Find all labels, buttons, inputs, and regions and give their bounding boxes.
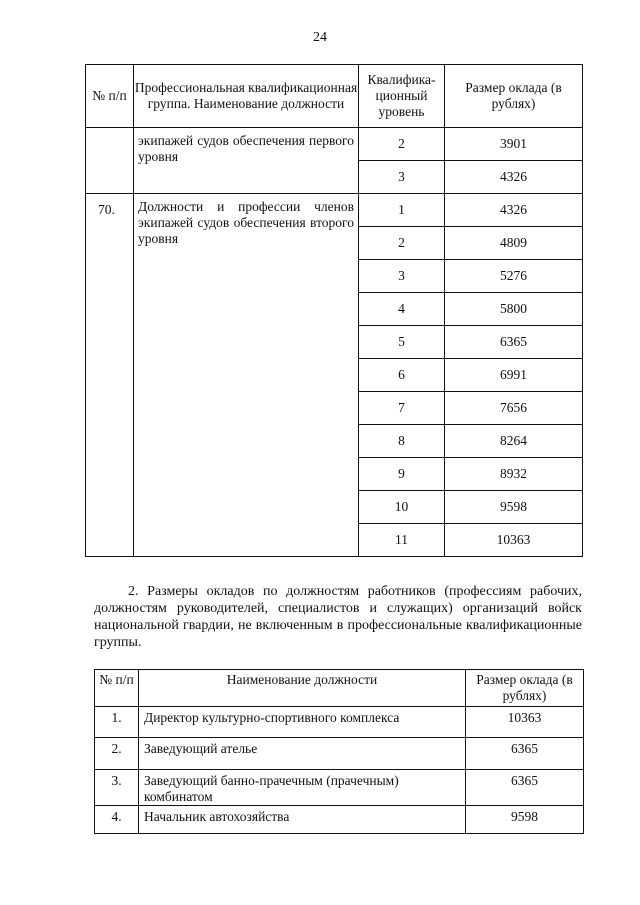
cell-salary: 6365 — [466, 770, 584, 806]
cell-level: 2 — [359, 227, 445, 260]
table-row — [95, 738, 584, 770]
table1-header-row — [86, 65, 583, 128]
cell-salary: 9598 — [466, 806, 584, 834]
header-num: № п/п — [86, 65, 134, 128]
cell-salary: 6365 — [445, 326, 583, 359]
cell-position: Начальник автохозяйства — [139, 806, 466, 834]
cell-num: 70. — [86, 194, 134, 557]
cell-group-name: Должности и профессии членов экипажей судов обеспечения второго уровня — [134, 194, 359, 557]
header-position: Наименование должности — [139, 670, 466, 707]
cell-salary: 7656 — [445, 392, 583, 425]
cell-level: 9 — [359, 458, 445, 491]
cell-level: 5 — [359, 326, 445, 359]
cell-salary: 6365 — [466, 738, 584, 770]
table-row — [95, 806, 584, 834]
cell-salary: 9598 — [445, 491, 583, 524]
cell-salary: 6991 — [445, 359, 583, 392]
salary-table-qualification-groups — [85, 64, 583, 557]
cell-salary: 4326 — [445, 161, 583, 194]
cell-salary: 8264 — [445, 425, 583, 458]
cell-salary: 4326 — [445, 194, 583, 227]
cell-salary: 10363 — [445, 524, 583, 557]
cell-salary: 4809 — [445, 227, 583, 260]
table-row — [86, 194, 583, 227]
paragraph-section-2 — [94, 583, 582, 651]
cell-level: 3 — [359, 260, 445, 293]
header-salary: Размер оклада (в рублях) — [445, 65, 583, 128]
page-number: 24 — [313, 30, 327, 45]
cell-num: 2. — [95, 738, 139, 770]
cell-group-name: экипажей судов обеспечения первого уровня — [134, 128, 359, 194]
header-num: № п/п — [95, 670, 139, 707]
header-salary: Размер оклада (в рублях) — [466, 670, 584, 707]
cell-num: 3. — [95, 770, 139, 806]
cell-level: 7 — [359, 392, 445, 425]
cell-level: 3 — [359, 161, 445, 194]
table2-header-row — [95, 670, 584, 707]
cell-salary: 10363 — [466, 707, 584, 738]
cell-salary: 3901 — [445, 128, 583, 161]
table-row — [95, 770, 584, 806]
cell-level: 10 — [359, 491, 445, 524]
header-group: Профессиональная квалификационная группа. Наименование должности — [134, 65, 359, 128]
cell-salary: 5800 — [445, 293, 583, 326]
cell-num: 1. — [95, 707, 139, 738]
table-row — [95, 707, 584, 738]
cell-level: 2 — [359, 128, 445, 161]
table-row — [86, 128, 583, 161]
cell-salary: 5276 — [445, 260, 583, 293]
cell-level: 6 — [359, 359, 445, 392]
salary-table-other-positions — [94, 669, 584, 834]
header-level: Квалифика-ционный уровень — [359, 65, 445, 128]
cell-level: 1 — [359, 194, 445, 227]
cell-num-empty — [86, 128, 134, 194]
cell-position: Заведующий ателье — [139, 738, 466, 770]
paragraph-text: 2. Размеры окладов по должностям работников (профессиям рабочих, должностям руководителей, специалистов и служащих) организаций войск национальной гвардии, не включенным в профессиональные квалификационные группы. — [94, 584, 582, 650]
cell-level: 11 — [359, 524, 445, 557]
cell-level: 4 — [359, 293, 445, 326]
cell-level: 8 — [359, 425, 445, 458]
cell-num: 4. — [95, 806, 139, 834]
cell-position: Заведующий банно-прачечным (прачечным) комбинатом — [139, 770, 466, 806]
cell-position: Директор культурно-спортивного комплекса — [139, 707, 466, 738]
cell-salary: 8932 — [445, 458, 583, 491]
